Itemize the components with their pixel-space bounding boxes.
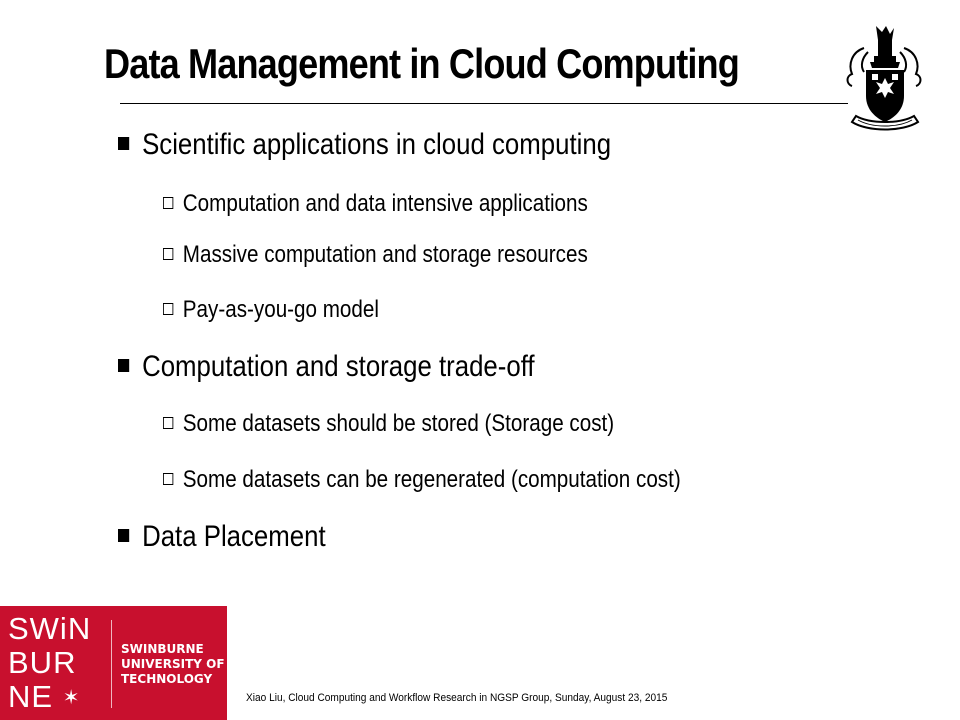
hollow-square-bullet-icon <box>163 473 173 485</box>
bullet-text: Data Placement <box>142 520 326 553</box>
slide-title: Data Management in Cloud Computing <box>104 40 739 87</box>
logo-mark-line: BUR <box>8 645 77 680</box>
sub-bullet-text: Some datasets can be regenerated (computation cost) <box>182 466 681 493</box>
sub-bullet-text: Computation and data intensive applications <box>182 190 588 217</box>
sub-bullet-text: Massive computation and storage resources <box>182 241 588 268</box>
bullet-level2 <box>163 190 588 218</box>
logo-name-line: UNIVERSITY OF <box>121 657 225 671</box>
sub-bullet-text: Some datasets should be stored (Storage cost) <box>182 410 615 437</box>
filled-square-bullet-icon <box>118 359 129 372</box>
logo-name-line: TECHNOLOGY <box>121 672 213 686</box>
hollow-square-bullet-icon <box>163 197 173 209</box>
sub-bullet-text: Pay-as-you-go model <box>182 296 379 323</box>
bullet-text: Scientific applications in cloud computing <box>142 128 612 161</box>
logo-divider <box>111 620 112 708</box>
bullet-level1 <box>118 350 535 384</box>
logo-mark-line: NE ✶ <box>8 679 81 714</box>
filled-square-bullet-icon <box>118 529 129 542</box>
hollow-square-bullet-icon <box>163 248 173 260</box>
bullet-level1 <box>118 520 326 554</box>
bullet-level2 <box>163 296 379 324</box>
bullet-text: Computation and storage trade-off <box>142 350 535 383</box>
hollow-square-bullet-icon <box>163 303 173 315</box>
bullet-level1 <box>118 128 611 162</box>
logo-name-line: SWINBURNE <box>121 642 204 656</box>
swinburne-logo <box>0 606 227 720</box>
star-icon: ✶ <box>62 687 81 709</box>
logo-wordmark <box>8 612 91 715</box>
logo-mark-line: SWiN <box>8 611 92 646</box>
logo-university-name <box>121 642 225 687</box>
bullet-level2 <box>163 466 681 494</box>
filled-square-bullet-icon <box>118 137 129 150</box>
hollow-square-bullet-icon <box>163 417 173 429</box>
bullet-level2 <box>163 241 588 269</box>
slide-footer: Xiao Liu, Cloud Computing and Workflow Research in NGSP Group, Sunday, August 23, 2015 <box>246 692 668 704</box>
bullet-level2 <box>163 410 614 438</box>
